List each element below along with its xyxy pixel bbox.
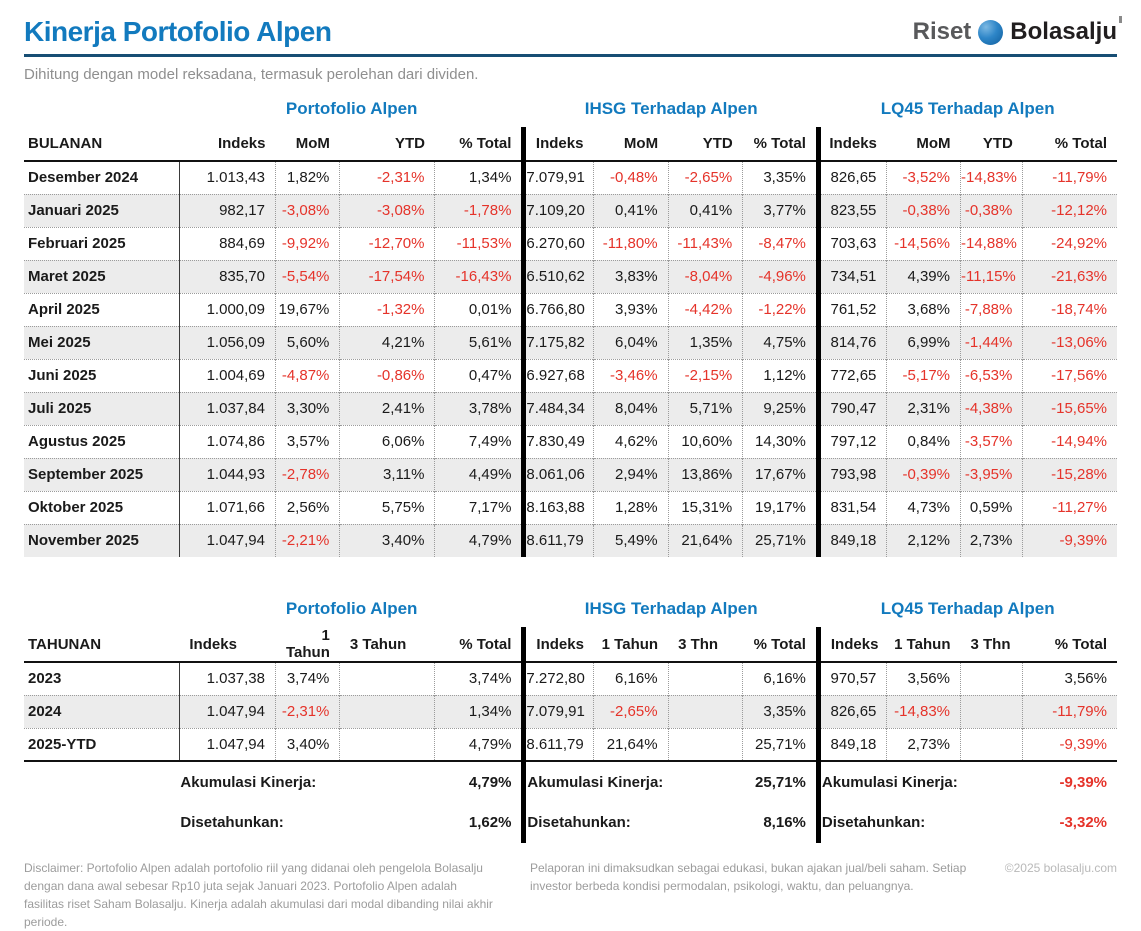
cell: 826,65 — [818, 161, 887, 194]
brand-logo — [913, 18, 1117, 48]
col-header: 1 Tahun — [887, 627, 961, 662]
cell: 1.013,43 — [179, 161, 275, 194]
cell — [961, 662, 1023, 695]
summary-label: Disetahunkan: — [821, 814, 926, 831]
cell: -0,38% — [961, 194, 1023, 227]
col-header: Indeks — [818, 627, 887, 662]
cell: -9,92% — [275, 227, 339, 260]
cell: -3,08% — [275, 194, 339, 227]
cell: -1,22% — [743, 293, 819, 326]
col-header: % Total — [743, 627, 819, 662]
cell: 970,57 — [818, 662, 887, 695]
cell: -8,47% — [743, 227, 819, 260]
col-header: MoM — [593, 127, 668, 161]
cell: -16,43% — [435, 260, 524, 293]
cell: 5,71% — [668, 392, 743, 425]
cell: -13,06% — [1023, 326, 1117, 359]
footer-disclaimer: Disclaimer: Portofolio Alpen adalah portofolio riil yang didanai oleh pengelola Bolasalju dengan dana awal sebesar Rp10 juta sejak Januari 2023. Portofolio Alpen adalah fasilitas riset Saham Bolasalju. Kinerja adalah akumulasi dari modal dibanding nilai akhir periode. — [24, 861, 493, 929]
row-label: 2024 — [24, 695, 179, 728]
cell: 772,65 — [818, 359, 887, 392]
table-row — [24, 524, 1117, 557]
cell: 4,62% — [593, 425, 668, 458]
summary-value: 1,62% — [468, 814, 512, 831]
cell: 8,04% — [593, 392, 668, 425]
yearly-header-row — [24, 627, 1117, 662]
table-row — [24, 227, 1117, 260]
cell: -3,08% — [340, 194, 435, 227]
cell: 7,49% — [435, 425, 524, 458]
cell: 835,70 — [179, 260, 275, 293]
cell: 3,40% — [275, 728, 339, 761]
row-label: Oktober 2025 — [24, 491, 179, 524]
group-title-portofolio: Portofolio Alpen — [285, 99, 418, 118]
cell: 3,78% — [435, 392, 524, 425]
cell: 6,04% — [593, 326, 668, 359]
cell: 797,12 — [818, 425, 887, 458]
col-header: 1 Tahun — [593, 627, 668, 662]
cell: 3,74% — [275, 662, 339, 695]
spacer — [24, 802, 179, 843]
table-row — [24, 458, 1117, 491]
cell: -7,88% — [961, 293, 1023, 326]
summary-cell — [524, 761, 818, 802]
cell: 0,01% — [435, 293, 524, 326]
cell: 7.175,82 — [524, 326, 594, 359]
col-header: 3 Thn — [961, 627, 1023, 662]
cell: 1,34% — [435, 695, 524, 728]
cell: 3,40% — [340, 524, 435, 557]
cell: -11,15% — [961, 260, 1023, 293]
cell: -15,65% — [1023, 392, 1117, 425]
cell: 0,41% — [668, 194, 743, 227]
cell: 2,94% — [593, 458, 668, 491]
cell: -14,56% — [887, 227, 961, 260]
summary-label: Akumulasi Kinerja: — [527, 773, 664, 791]
spacer — [24, 91, 179, 127]
col-header: Indeks — [818, 127, 887, 161]
row-label: November 2025 — [24, 524, 179, 557]
cell: 1.037,38 — [179, 662, 275, 695]
summary-value: -9,39% — [1059, 773, 1107, 791]
group-title-lq45: LQ45 Terhadap Alpen — [880, 99, 1055, 118]
bolasalju-logo-text: Bolasalju — [1010, 18, 1117, 45]
cell: 17,67% — [743, 458, 819, 491]
cell: -1,78% — [435, 194, 524, 227]
cell: -5,17% — [887, 359, 961, 392]
cell: 884,69 — [179, 227, 275, 260]
cell: -11,27% — [1023, 491, 1117, 524]
cell: 1.000,09 — [179, 293, 275, 326]
col-header: YTD — [961, 127, 1023, 161]
summary-cell — [818, 761, 1117, 802]
col-header: 3 Tahun — [340, 627, 435, 662]
cell — [340, 695, 435, 728]
cell: 982,17 — [179, 194, 275, 227]
row-label: Maret 2025 — [24, 260, 179, 293]
cell: -12,12% — [1023, 194, 1117, 227]
cell: 826,65 — [818, 695, 887, 728]
cell: -8,04% — [668, 260, 743, 293]
cell: 2,41% — [340, 392, 435, 425]
row-label: Mei 2025 — [24, 326, 179, 359]
cell — [668, 695, 743, 728]
cell: -0,38% — [887, 194, 961, 227]
cell: 2,12% — [887, 524, 961, 557]
cell: 8.611,79 — [524, 728, 594, 761]
cell: 14,30% — [743, 425, 819, 458]
cell: 7.109,20 — [524, 194, 594, 227]
cell: 4,49% — [435, 458, 524, 491]
col-header: MoM — [275, 127, 339, 161]
footer-copyright: ©2025 bolasalju.com — [1004, 861, 1117, 875]
cell: -4,87% — [275, 359, 339, 392]
table-row — [24, 662, 1117, 695]
col-header: 3 Thn — [668, 627, 743, 662]
cell: 2,73% — [887, 728, 961, 761]
row-label: Januari 2025 — [24, 194, 179, 227]
cell: -9,39% — [1023, 728, 1117, 761]
cell: -0,48% — [593, 161, 668, 194]
cell: 7,17% — [435, 491, 524, 524]
report-header — [24, 16, 1117, 48]
cell: 4,75% — [743, 326, 819, 359]
cell: 1.037,84 — [179, 392, 275, 425]
row-label: Juni 2025 — [24, 359, 179, 392]
row-label: Juli 2025 — [24, 392, 179, 425]
cell: 814,76 — [818, 326, 887, 359]
col-header: % Total — [1023, 127, 1117, 161]
cell: -3,52% — [887, 161, 961, 194]
cell: 21,64% — [593, 728, 668, 761]
cell: 6,16% — [593, 662, 668, 695]
cell: 3,74% — [435, 662, 524, 695]
cell: 2,31% — [887, 392, 961, 425]
cell: 6.510,62 — [524, 260, 594, 293]
cell: 6.927,68 — [524, 359, 594, 392]
cell: 3,30% — [275, 392, 339, 425]
cell: -5,54% — [275, 260, 339, 293]
cell — [340, 662, 435, 695]
page-title: Kinerja Portofolio Alpen — [24, 16, 332, 47]
cell: -14,94% — [1023, 425, 1117, 458]
summary-cell — [179, 761, 524, 802]
cell: -14,83% — [887, 695, 961, 728]
cell: 6.270,60 — [524, 227, 594, 260]
col-header: Indeks — [179, 127, 275, 161]
row-label: April 2025 — [24, 293, 179, 326]
cell: 13,86% — [668, 458, 743, 491]
cell: 19,67% — [275, 293, 339, 326]
bolasalju-ball-icon — [978, 20, 1003, 45]
cell: -2,78% — [275, 458, 339, 491]
cell: 3,11% — [340, 458, 435, 491]
cell: 7.484,34 — [524, 392, 594, 425]
title-divider — [24, 54, 1117, 57]
cell — [668, 728, 743, 761]
monthly-header-row — [24, 127, 1117, 161]
row-label: Agustus 2025 — [24, 425, 179, 458]
page-subtitle: Dihitung dengan model reksadana, termasuk perolehan dari dividen. — [24, 66, 479, 83]
cell: 831,54 — [818, 491, 887, 524]
cell: 3,35% — [743, 161, 819, 194]
group-title-ihsg: IHSG Terhadap Alpen — [584, 599, 758, 618]
cell: -4,42% — [668, 293, 743, 326]
table-row — [24, 260, 1117, 293]
cell: 761,52 — [818, 293, 887, 326]
cell: 7.079,91 — [524, 695, 594, 728]
summary-value: 8,16% — [763, 814, 806, 831]
spacer — [24, 761, 179, 802]
footer-note: Pelaporan ini dimaksudkan sebagai edukasi, bukan ajakan jual/beli saham. Setiap investor berbeda kondisi permodalan, psikologi, waktu, dan peluangnya. — [530, 861, 967, 893]
cell: 793,98 — [818, 458, 887, 491]
col-header: % Total — [1023, 627, 1117, 662]
cell: 3,56% — [1023, 662, 1117, 695]
cell: 7.830,49 — [524, 425, 594, 458]
summary-value: 25,71% — [755, 773, 806, 791]
cell: -17,54% — [340, 260, 435, 293]
cell: -4,96% — [743, 260, 819, 293]
table-row — [24, 695, 1117, 728]
cell: 0,59% — [961, 491, 1023, 524]
table-row — [24, 161, 1117, 194]
row-label: Februari 2025 — [24, 227, 179, 260]
cell: -12,70% — [340, 227, 435, 260]
cell: -11,80% — [593, 227, 668, 260]
cell: 8.611,79 — [524, 524, 594, 557]
cell: -2,31% — [275, 695, 339, 728]
cell — [668, 662, 743, 695]
cell — [961, 728, 1023, 761]
group-title-lq45: LQ45 Terhadap Alpen — [880, 599, 1055, 618]
cell: -3,57% — [961, 425, 1023, 458]
cell — [340, 728, 435, 761]
cell: -3,46% — [593, 359, 668, 392]
cell: -11,43% — [668, 227, 743, 260]
group-title-row — [24, 91, 1117, 127]
col-header: TAHUNAN — [24, 627, 179, 662]
cell: 3,83% — [593, 260, 668, 293]
row-label: Desember 2024 — [24, 161, 179, 194]
cell: 1.044,93 — [179, 458, 275, 491]
row-label: 2023 — [24, 662, 179, 695]
cell: 5,49% — [593, 524, 668, 557]
row-label: September 2025 — [24, 458, 179, 491]
cell: -17,56% — [1023, 359, 1117, 392]
cell: -0,86% — [340, 359, 435, 392]
cell: 6,99% — [887, 326, 961, 359]
cell: 25,71% — [743, 524, 819, 557]
col-header: Indeks — [524, 127, 594, 161]
cell: 7.079,91 — [524, 161, 594, 194]
cell: 849,18 — [818, 524, 887, 557]
summary-label: Disetahunkan: — [180, 814, 284, 831]
summary-row — [24, 802, 1117, 843]
cell: -21,63% — [1023, 260, 1117, 293]
cell: -2,15% — [668, 359, 743, 392]
cell: 1.074,86 — [179, 425, 275, 458]
cell: -14,83% — [961, 161, 1023, 194]
summary-cell — [818, 802, 1117, 843]
col-header: YTD — [668, 127, 743, 161]
cell: 3,56% — [887, 662, 961, 695]
cell: 1,82% — [275, 161, 339, 194]
cell: 5,60% — [275, 326, 339, 359]
cell: 6.766,80 — [524, 293, 594, 326]
cell: 1.004,69 — [179, 359, 275, 392]
col-header: 1 Tahun — [275, 627, 339, 662]
cell: 1,28% — [593, 491, 668, 524]
cell: -6,53% — [961, 359, 1023, 392]
cell: -2,65% — [668, 161, 743, 194]
summary-row — [24, 761, 1117, 802]
summary-cell — [179, 802, 524, 843]
summary-value: 4,79% — [468, 773, 512, 791]
cell: 7.272,80 — [524, 662, 594, 695]
group-title-portofolio: Portofolio Alpen — [285, 599, 418, 618]
cell: 1.071,66 — [179, 491, 275, 524]
cell: 5,61% — [435, 326, 524, 359]
cell: 10,60% — [668, 425, 743, 458]
yearly-table — [24, 591, 1117, 843]
cell: -24,92% — [1023, 227, 1117, 260]
table-row — [24, 425, 1117, 458]
cell: 8.061,06 — [524, 458, 594, 491]
cell: 1.047,94 — [179, 728, 275, 761]
cell: -14,88% — [961, 227, 1023, 260]
col-header: BULANAN — [24, 127, 179, 161]
row-label: 2025-YTD — [24, 728, 179, 761]
monthly-table — [24, 91, 1117, 557]
col-header: % Total — [743, 127, 819, 161]
cell: 1,34% — [435, 161, 524, 194]
cell: 15,31% — [668, 491, 743, 524]
cell: -1,44% — [961, 326, 1023, 359]
cell: 4,79% — [435, 524, 524, 557]
cell: 849,18 — [818, 728, 887, 761]
cell: -2,31% — [340, 161, 435, 194]
cell: 9,25% — [743, 392, 819, 425]
cell: 19,17% — [743, 491, 819, 524]
summary-cell — [524, 802, 818, 843]
cell: -11,79% — [1023, 161, 1117, 194]
cell: 3,35% — [743, 695, 819, 728]
cell: -18,74% — [1023, 293, 1117, 326]
spacer — [24, 591, 179, 627]
cell: 1.047,94 — [179, 695, 275, 728]
cell: 734,51 — [818, 260, 887, 293]
cell: -9,39% — [1023, 524, 1117, 557]
cell: 1,12% — [743, 359, 819, 392]
col-header: Indeks — [179, 627, 275, 662]
cell: -2,21% — [275, 524, 339, 557]
table-row — [24, 728, 1117, 761]
col-header: % Total — [435, 627, 524, 662]
cell: 3,57% — [275, 425, 339, 458]
cell: 21,64% — [668, 524, 743, 557]
cell: 3,93% — [593, 293, 668, 326]
cell: 703,63 — [818, 227, 887, 260]
cell: -3,95% — [961, 458, 1023, 491]
cell: 1.047,94 — [179, 524, 275, 557]
cell — [961, 695, 1023, 728]
cell: 25,71% — [743, 728, 819, 761]
table-row — [24, 293, 1117, 326]
cell: 4,21% — [340, 326, 435, 359]
cell: 0,84% — [887, 425, 961, 458]
table-row — [24, 392, 1117, 425]
cell: -1,32% — [340, 293, 435, 326]
summary-label: Akumulasi Kinerja: — [821, 773, 958, 791]
summary-label: Disetahunkan: — [527, 814, 631, 831]
cell: 4,73% — [887, 491, 961, 524]
cell: 5,75% — [340, 491, 435, 524]
col-header: MoM — [887, 127, 961, 161]
table-row — [24, 194, 1117, 227]
cell: 790,47 — [818, 392, 887, 425]
cell: 6,16% — [743, 662, 819, 695]
group-title-ihsg: IHSG Terhadap Alpen — [584, 99, 758, 118]
col-header: YTD — [340, 127, 435, 161]
cell: 0,41% — [593, 194, 668, 227]
cell: -2,65% — [593, 695, 668, 728]
table-row — [24, 326, 1117, 359]
cell: -4,38% — [961, 392, 1023, 425]
cell: 1,35% — [668, 326, 743, 359]
summary-label: Akumulasi Kinerja: — [180, 773, 317, 791]
table-row — [24, 491, 1117, 524]
cell: 2,56% — [275, 491, 339, 524]
col-header: Indeks — [524, 627, 594, 662]
cell: 823,55 — [818, 194, 887, 227]
cell: 8.163,88 — [524, 491, 594, 524]
table-row — [24, 359, 1117, 392]
cell: 0,47% — [435, 359, 524, 392]
cell: -11,53% — [435, 227, 524, 260]
cell: 3,68% — [887, 293, 961, 326]
summary-value: -3,32% — [1059, 814, 1107, 831]
cell: -11,79% — [1023, 695, 1117, 728]
col-header: % Total — [435, 127, 524, 161]
group-title-row — [24, 591, 1117, 627]
cell: 3,77% — [743, 194, 819, 227]
footer — [24, 859, 1117, 931]
cell: 6,06% — [340, 425, 435, 458]
riset-logo-text: Riset — [912, 18, 972, 45]
cell: 4,79% — [435, 728, 524, 761]
cell: 4,39% — [887, 260, 961, 293]
cell: -15,28% — [1023, 458, 1117, 491]
cell: -0,39% — [887, 458, 961, 491]
cell: 2,73% — [961, 524, 1023, 557]
cell: 1.056,09 — [179, 326, 275, 359]
